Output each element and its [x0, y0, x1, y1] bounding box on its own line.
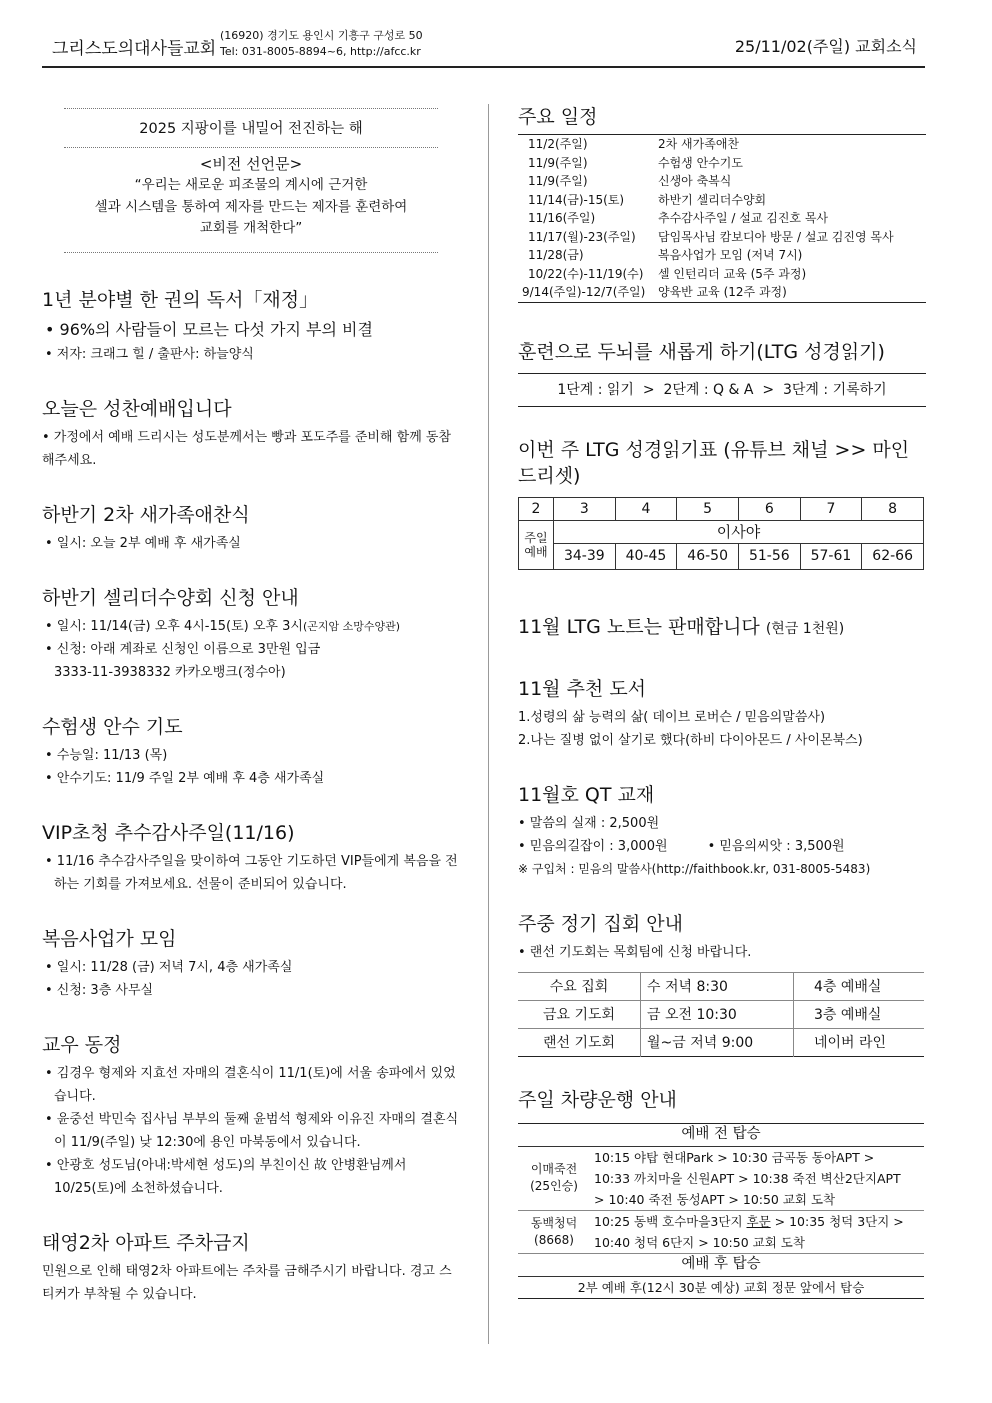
table-row	[518, 265, 926, 284]
table-row	[518, 1123, 924, 1146]
communion-text: • 가정에서 예배 드리시는 성도분께서는 빵과 포도주를 준비해 함께 동참해주세요.	[42, 429, 452, 468]
schedule-date: 11/14(금)-15(토)	[528, 192, 625, 207]
ltg-sunday-label: 주일 예배	[519, 520, 554, 569]
exam-section	[42, 714, 462, 790]
left-column	[42, 108, 462, 1306]
qt-title: 11월호 QT 교재	[518, 783, 655, 806]
qt-item: • 믿음의길잡이 : 3,000원	[518, 838, 668, 854]
meeting-place: 3층 예배실	[794, 1000, 925, 1028]
qt-items-row	[518, 835, 926, 858]
schedule-date: 11/2(주일)	[528, 137, 588, 151]
parking-text: 민원으로 인해 태영2차 아파트에는 주차를 금해주시기 바랍니다. 경고 스티커가 부착될 수 있습니다.	[42, 1263, 452, 1302]
route-name: 이매죽전 (25인승)	[518, 1146, 590, 1210]
ltg-chapters: 51-56	[738, 543, 800, 569]
ltg-day: 6	[738, 497, 800, 520]
meeting-place: 네이버 라인	[794, 1028, 925, 1056]
newfamily-section	[42, 502, 462, 555]
table-row	[518, 1253, 924, 1276]
gospel-section	[42, 926, 462, 1002]
gospel-date: • 일시: 11/28 (금) 저녁 7시, 4층 새가족실	[45, 959, 293, 975]
newfamily-text: • 일시: 오늘 2부 예배 후 새가족실	[45, 535, 241, 551]
ltg-title: 이번 주 LTG 성경읽기표 (유튜브 채널 >> 마인드리셋)	[518, 438, 910, 487]
meetings-title: 주중 정기 집회 안내	[518, 912, 683, 935]
route-stops	[590, 1146, 924, 1210]
books-section	[518, 676, 926, 752]
meeting-time: 월~금 저녁 9:00	[641, 1028, 794, 1056]
table-row	[518, 154, 926, 173]
meeting-name: 금요 기도회	[518, 1000, 641, 1028]
retreat-date	[42, 615, 462, 638]
meeting-place: 4층 예배실	[794, 972, 925, 1000]
ltg-day: 5	[677, 497, 739, 520]
qt-section	[518, 782, 926, 881]
table-row	[519, 543, 924, 569]
table-row	[518, 228, 926, 247]
schedule-event: 신생아 축복식	[658, 174, 732, 188]
qt-item: • 믿음의씨앗 : 3,500원	[707, 838, 845, 854]
parking-title: 태영2차 아파트 주차금지	[42, 1231, 250, 1254]
bus-section	[518, 1087, 926, 1299]
schedule-date: 11/17(월)-23(주일)	[528, 229, 636, 244]
meeting-name: 랜선 기도회	[518, 1028, 641, 1056]
training-section	[518, 339, 926, 407]
reading-title: 1년 분야별 한 권의 독서「재정」	[42, 288, 319, 311]
schedule-date: 10/22(수)-11/19(수)	[528, 266, 644, 281]
meeting-time: 금 오전 10:30	[641, 1000, 794, 1028]
table-row	[518, 1210, 924, 1253]
contact-line: Tel: 031-8005-8894~6, http://afcc.kr	[220, 45, 421, 58]
meetings-note: • 랜선 기도회는 목회팀에 신청 바랍니다.	[518, 944, 752, 960]
retreat-apply: • 신청: 아래 계좌로 신청인 이름으로 3만원 입금	[45, 641, 321, 657]
ltg-chapters: 62-66	[862, 543, 924, 569]
header-divider	[42, 66, 925, 68]
schedule-date: 11/28(금)	[528, 248, 584, 262]
table-row	[518, 209, 926, 228]
reading-author: • 저자: 크래그 힐 / 출판사: 하늘양식	[45, 346, 254, 362]
newfamily-title: 하반기 2차 새가족애찬식	[42, 503, 250, 526]
schedule-event: 수험생 안수기도	[658, 155, 743, 170]
after-service-text: 2부 예배 후(12시 30분 예상) 교회 정문 앞에서 탑승	[577, 1279, 865, 1295]
news-item: • 윤중선 박민숙 집사님 부부의 둘째 윤범석 형제와 이유진 자매의 결혼식이 11/9(주일) 낮 12:30에 용인 마북동에서 있습니다.	[45, 1111, 459, 1150]
ltg-chapters: 34-39	[554, 543, 616, 569]
ltg-chapters: 40-45	[615, 543, 677, 569]
notebook-title	[518, 614, 926, 642]
news-item: • 안광호 성도님(아내:박세현 성도)의 부친이신 故 안병환님께서 10/25(토)에 소천하셨습니다.	[45, 1157, 407, 1196]
schedule-date: 9/14(주일)-12/7(주일)	[522, 285, 646, 299]
route-line	[594, 1211, 920, 1232]
vip-section	[42, 820, 462, 896]
schedule-event: 추수감사주일 / 설교 김진호 목사	[658, 211, 828, 225]
church-name: 그리스도의대사들교회	[52, 39, 217, 59]
bulletin-date: 25/11/02(주일) 교회소식	[734, 37, 917, 56]
ltg-chapters: 57-61	[800, 543, 862, 569]
route-line: 10:33 까치마을 신원APT > 10:38 죽전 벽산2단지APT	[594, 1170, 901, 1186]
notebook-title-text: 11월 LTG 노트는 판매합니다	[518, 615, 760, 638]
schedule-date: 11/9(주일)	[528, 155, 588, 170]
parking-section	[42, 1230, 462, 1306]
retreat-section	[42, 585, 462, 684]
schedule-section	[518, 104, 926, 303]
right-column	[518, 104, 926, 1299]
table-row	[519, 520, 924, 543]
gospel-apply: • 신청: 3층 사무실	[45, 982, 154, 998]
route-line: > 10:40 죽전 동성APT > 10:50 교회 도착	[594, 1191, 836, 1207]
schedule-event: 복음사업가 모임 (저녁 7시)	[658, 248, 803, 262]
table-row	[518, 135, 926, 154]
route-name: 동백청덕 (8668)	[518, 1210, 590, 1253]
news-item: • 김경우 형제와 지효선 자매의 결혼식이 11/1(토)에 서울 송파에서 있었습니다.	[45, 1065, 456, 1104]
route-text-underlined: 후문	[746, 1213, 771, 1229]
table-row	[518, 246, 926, 265]
column-divider	[488, 104, 489, 1344]
meetings-table	[518, 972, 924, 1057]
vision-line: “우리는 새로운 피조물의 계시에 근거한	[134, 177, 368, 193]
page-header	[52, 26, 917, 62]
schedule-event: 담임목사님 캄보디아 방문 / 설교 김진영 목사	[658, 229, 894, 244]
ltg-day: 3	[554, 497, 616, 520]
schedule-event: 2차 새가족애찬	[658, 137, 740, 151]
table-row	[518, 972, 924, 1000]
table-row	[518, 1028, 924, 1056]
table-row	[518, 1276, 924, 1298]
book-item: 2.나는 질병 없이 살기로 했다(하비 다이아몬드 / 사이몬북스)	[518, 732, 863, 748]
ltg-table	[518, 497, 924, 570]
church-address	[220, 28, 423, 60]
table-row	[518, 191, 926, 210]
table-row	[518, 1146, 924, 1210]
communion-title: 오늘은 성찬예배입니다	[42, 397, 232, 420]
retreat-date-text: • 일시: 11/14(금) 오후 4시-15(토) 오후 3시	[45, 618, 303, 634]
bus-title: 주일 차량운행 안내	[518, 1088, 677, 1111]
table-row	[519, 497, 924, 520]
book-item: 1.성령의 삶 능력의 삶( 데이브 로버슨 / 믿음의말씀사)	[518, 709, 826, 725]
after-service-header: 예배 후 탑승	[518, 1253, 924, 1276]
training-title: 훈련으로 두뇌를 새롭게 하기(LTG 성경읽기)	[518, 340, 885, 363]
ltg-day: 2	[519, 497, 554, 520]
exam-prayer: • 안수기도: 11/9 주일 2부 예배 후 4층 새가족실	[45, 770, 325, 786]
meeting-name: 수요 집회	[518, 972, 641, 1000]
vision-line: 교회를 개척한다”	[199, 220, 303, 236]
notebook-section	[518, 614, 926, 642]
route-stops	[590, 1210, 924, 1253]
schedule-event: 양육반 교육 (12주 과정)	[658, 285, 787, 299]
retreat-place: (곤지암 소망수양관)	[302, 619, 401, 633]
bus-table	[518, 1123, 924, 1299]
ltg-section	[518, 437, 926, 570]
communion-section	[42, 396, 462, 472]
news-title: 교우 동정	[42, 1033, 122, 1056]
retreat-title: 하반기 셀리더수양회 신청 안내	[42, 586, 299, 609]
schedule-date: 11/9(주일)	[528, 174, 588, 188]
year-theme: 2025 지팡이를 내밀어 전진하는 해	[64, 119, 438, 148]
ltg-day: 4	[615, 497, 677, 520]
books-title: 11월 추천 도서	[518, 677, 647, 700]
route-text: 10:25 동백 호수마을3단지	[594, 1213, 747, 1229]
route-line: 10:40 청덕 6단지 > 10:50 교회 도착	[594, 1234, 805, 1250]
retreat-account: 3333-11-3938332 카카오뱅크(정수아)	[54, 664, 286, 680]
schedule-event: 하반기 셀리더수양회	[658, 192, 767, 207]
ltg-chapters: 46-50	[677, 543, 739, 569]
route-text: > 10:35 청덕 3단지 >	[770, 1213, 904, 1229]
route-line: 10:15 야탑 현대Park > 10:30 금곡동 동아APT >	[594, 1149, 875, 1165]
qt-item: • 말씀의 실재 : 2,500원	[518, 815, 660, 831]
before-service-header: 예배 전 탑승	[518, 1123, 924, 1146]
table-row	[518, 283, 926, 302]
training-steps: 1단계 : 읽기 > 2단계 : Q & A > 3단계 : 기록하기	[518, 373, 926, 407]
schedule-event: 셀 인턴리더 교육 (5주 과정)	[658, 266, 807, 281]
vision-line: 셀과 시스템을 통하여 제자를 만드는 제자를 훈련하여	[94, 198, 408, 215]
qt-purchase: ※ 구입처 : 믿음의 말씀사(http://faithbook.kr, 031-8005-5483)	[518, 861, 871, 876]
ltg-day: 7	[800, 497, 862, 520]
ltg-book: 이사야	[554, 520, 924, 543]
gospel-title: 복음사업가 모임	[42, 927, 177, 950]
exam-date: • 수능일: 11/13 (목)	[45, 747, 168, 763]
news-section	[42, 1032, 462, 1200]
table-row	[518, 172, 926, 191]
vision-statement	[64, 108, 438, 253]
meeting-time: 수 저녁 8:30	[641, 972, 794, 1000]
meetings-section	[518, 911, 926, 1057]
ltg-day: 8	[862, 497, 924, 520]
schedule-table	[518, 134, 926, 303]
schedule-date: 11/16(주일)	[528, 211, 596, 225]
vip-title: VIP초청 추수감사주일(11/16)	[42, 821, 295, 844]
vision-subtitle: <비전 선언문>	[199, 154, 303, 173]
vip-text: • 11/16 추수감사주일을 맞이하여 그동안 기도하던 VIP들에게 복음을 전하는 기회를 가져보세요. 선물이 준비되어 있습니다.	[45, 853, 458, 892]
notebook-price: (현금 1천원)	[765, 620, 845, 637]
schedule-title: 주요 일정	[518, 106, 598, 128]
address-line: (16920) 경기도 용인시 기흥구 구성로 50	[220, 29, 423, 42]
exam-title: 수험생 안수 기도	[42, 715, 183, 738]
reading-section	[42, 287, 462, 366]
reading-book: • 96%의 사람들이 모르는 다섯 가지 부의 비결	[45, 319, 373, 339]
table-row	[518, 1000, 924, 1028]
